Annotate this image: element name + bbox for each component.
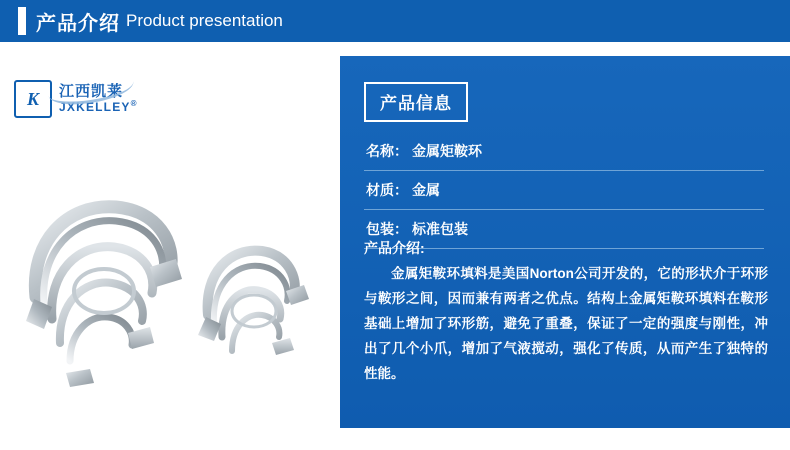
- spec-label: 名称：: [366, 143, 408, 159]
- company-logo: [14, 80, 138, 118]
- page-title: 产品介绍: [36, 12, 120, 35]
- description-body: 金属矩鞍环填料是美国Norton公司开发的，它的形状介于环形与鞍形之间，因而兼有两者之优点。结构上金属矩鞍环填料在鞍形基础上增加了环形筋，避免了重叠，保证了一定的强度与刚性，冲出了几个小爪，增加了气液搅动，强化了传质，从而产生了独特的性能。: [364, 266, 768, 381]
- product-image-pane: [0, 42, 340, 450]
- logo-mark-icon: K: [14, 80, 52, 118]
- spec-label: 材质：: [366, 182, 408, 198]
- description-title: 产品介绍:: [364, 240, 425, 256]
- spec-label: 包装：: [366, 221, 408, 237]
- logo-company-en-text: JXKELLEY: [59, 100, 131, 115]
- spec-value: 标准包装: [412, 221, 468, 237]
- spec-row: [364, 132, 764, 171]
- spec-value: 金属矩鞍环: [412, 143, 482, 159]
- spec-list: [364, 132, 764, 249]
- page-title-en: Product presentation: [126, 11, 283, 30]
- info-panel-title: 产品信息: [380, 94, 452, 113]
- spec-value: 金属: [412, 182, 440, 198]
- spec-row: [364, 171, 764, 210]
- registered-mark-icon: ®: [130, 99, 138, 109]
- product-photo: [0, 147, 340, 387]
- metal-saddle-ring-illustration: [0, 147, 340, 387]
- logo-company-cn: 江西凯莱: [59, 83, 124, 101]
- white-bar-icon: [18, 7, 26, 35]
- page-header: [0, 0, 790, 42]
- info-title-box: [364, 82, 468, 122]
- product-info-panel: [340, 56, 790, 428]
